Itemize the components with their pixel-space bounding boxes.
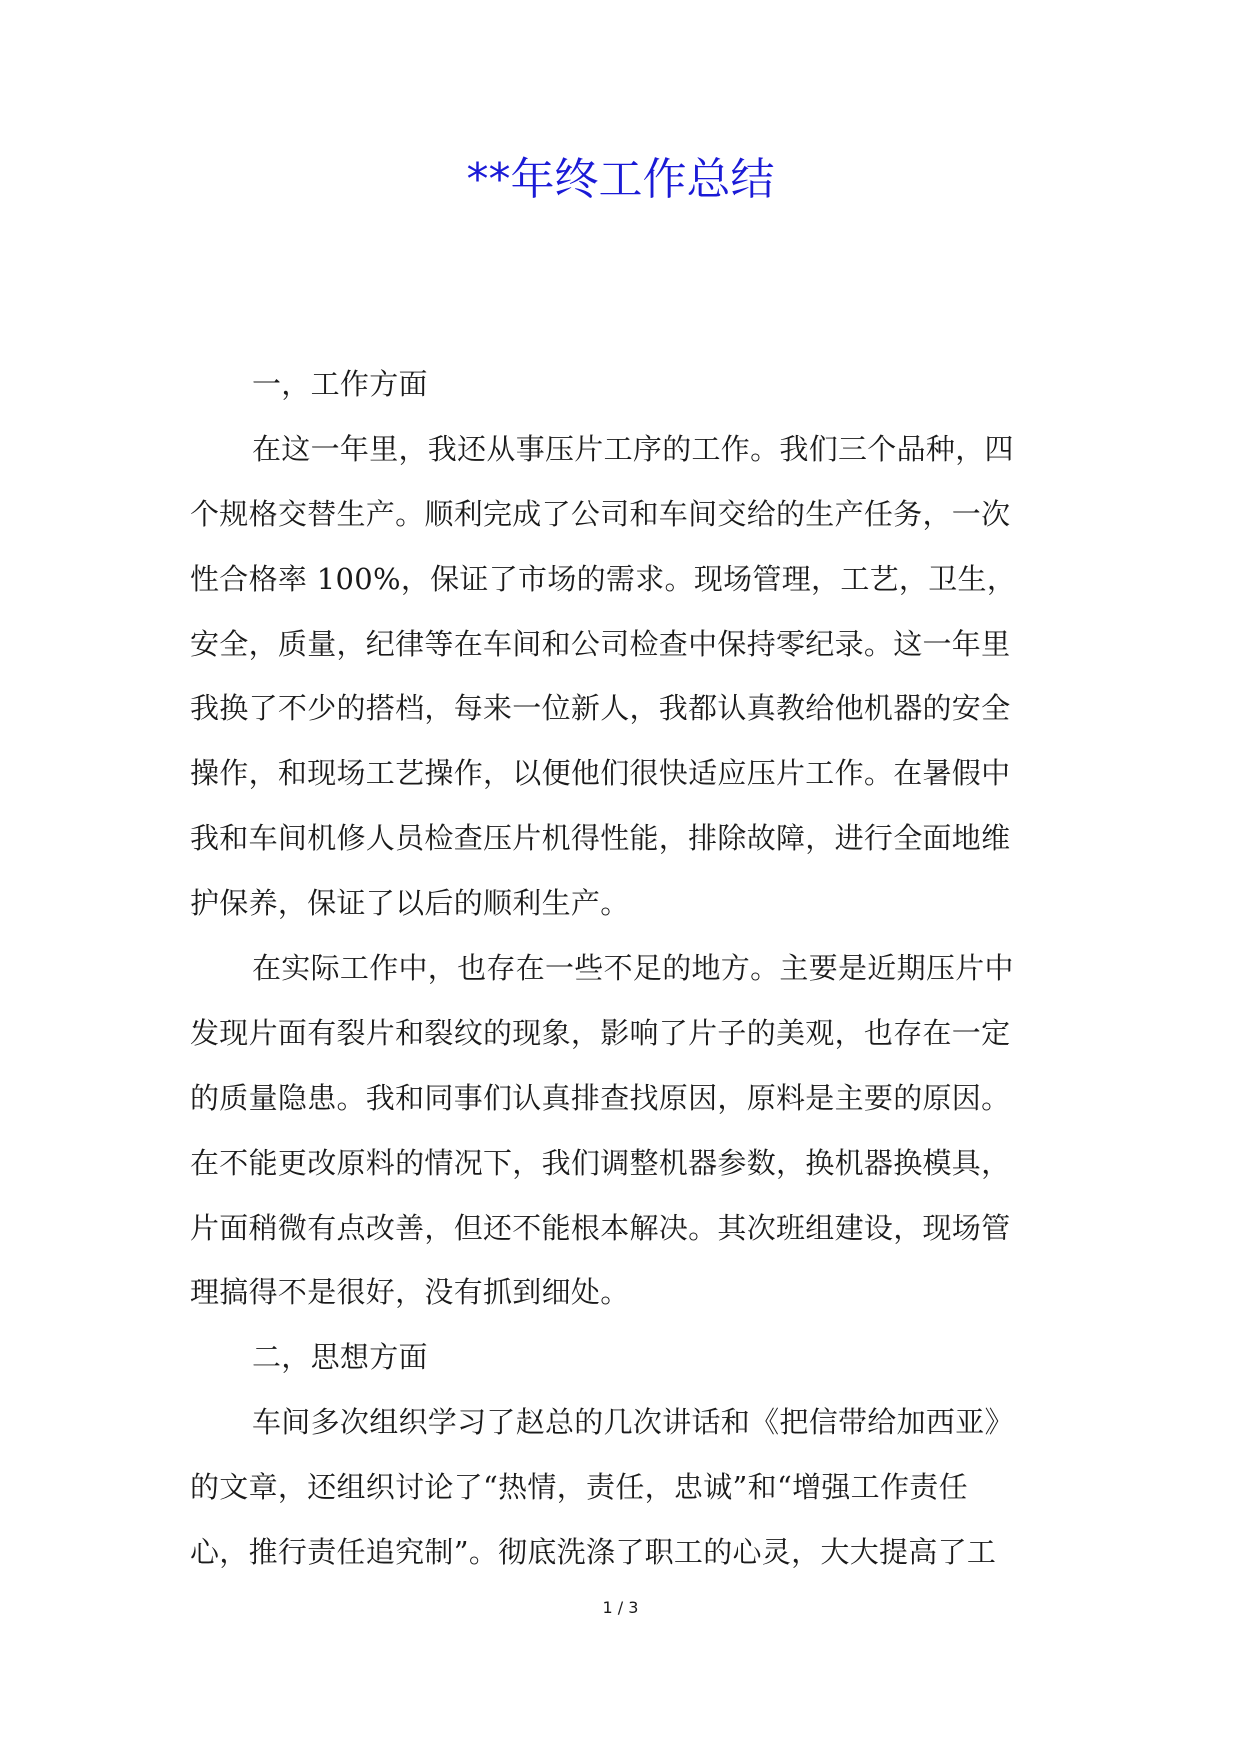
paragraph-line: 理搞得不是很好，没有抓到细处。 [190,1275,630,1310]
paragraph-line: 在不能更改原料的情况下，我们调整机器参数，换机器换模具， [190,1145,1011,1180]
paragraph-line: 的质量隐患。我和同事们认真排查找原因，原料是主要的原因。 [190,1080,1011,1115]
document-body [190,352,1058,1585]
paragraph-line: 在这一年里，我还从事压片工序的工作。我们三个品种，四 [252,431,1014,466]
paragraph-line: 心，推行责任追究制”。彻底洗涤了职工的心灵，大大提高了工 [190,1535,997,1570]
paragraph-line: 我和车间机修人员检查压片机得性能，排除故障，进行全面地维 [190,821,1011,856]
document-title: **年终工作总结 [466,154,775,205]
paragraph-line: 车间多次组织学习了赵总的几次讲话和《把信带给加西亚》 [252,1405,1014,1440]
paragraph-line: 片面稍微有点改善，但还不能根本解决。其次班组建设，现场管 [190,1210,1011,1245]
section-heading-work: 一，工作方面 [252,367,428,401]
paragraph-line: 安全，质量，纪律等在车间和公司检查中保持零纪录。这一年里 [190,626,1011,661]
paragraph-line: 性合格率 100%，保证了市场的需求。现场管理，工艺，卫生， [190,561,1017,596]
paragraph-line: 我换了不少的搭档，每来一位新人，我都认真教给他机器的安全 [190,691,1011,726]
page-number: 1 / 3 [602,1598,639,1617]
paragraph-line: 操作，和现场工艺操作，以便他们很快适应压片工作。在暑假中 [190,756,1011,791]
paragraph-line: 发现片面有裂片和裂纹的现象，影响了片子的美观，也存在一定 [190,1015,1011,1050]
paragraph-line: 在实际工作中，也存在一些不足的地方。主要是近期压片中 [252,951,1014,986]
section-heading-thought: 二，思想方面 [252,1340,428,1375]
paragraph-line: 护保养，保证了以后的顺利生产。 [190,886,630,921]
paragraph-line: 个规格交替生产。顺利完成了公司和车间交给的生产任务，一次 [190,496,1011,531]
paragraph-line: 的文章，还组织讨论了“热情，责任，忠诚”和“增强工作责任 [190,1470,968,1505]
